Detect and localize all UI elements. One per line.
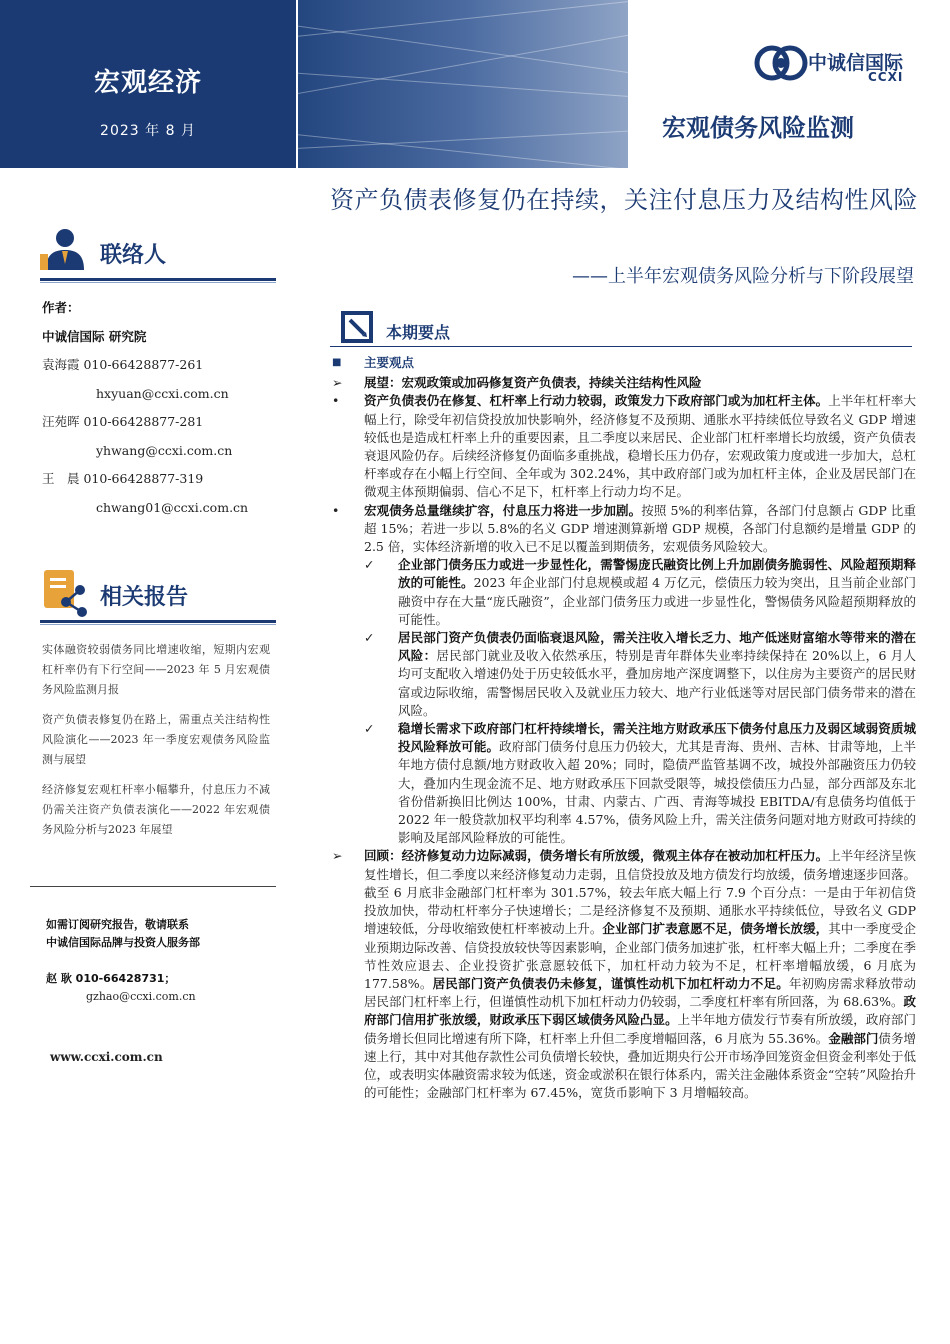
subscribe-line1: 如需订阅研究报告，敬请联系 — [46, 918, 189, 931]
key-points-label: 本期要点 — [386, 323, 451, 342]
check-bullet-icon: ✓ — [364, 630, 375, 646]
contact-email[interactable]: chwang01@ccxi.com.cn — [96, 499, 249, 515]
sidebar-divider — [30, 886, 276, 887]
website-link[interactable]: www.ccxi.com.cn — [50, 1050, 163, 1064]
subscribe-line2: 中诚信国际品牌与投资人服务部 — [46, 936, 200, 949]
page-subtitle: ——上半年宏观债务风险分析与下阶段展望 — [572, 266, 914, 287]
page-title: 资产负债表修复仍在持续，关注付息压力及结构性风险 — [330, 186, 918, 214]
ccxi-logo-icon — [752, 40, 812, 86]
report-date: 2023 年 8 月 — [100, 123, 196, 139]
paragraph: • 资产负债表仍在修复、杠杆率上行动力较弱，政策发力下政府部门或为加杠杆主体。上半年杠杆率大幅上行，除受年初信贷投放加快影响外，经济修复不及预期、通胀水平持续低位导致名义 GDP 增速较低也是造成杠杆率上升的重要因素，且二季度以来居民、企业部门杠杆率增长均放缓，资产负债表衰退风险仍存。后续经济修复仍面临多重挑战，稳增长压力仍存，宏观政策力度或进一步加大，总杠杆率或存在小幅上行空间、全年或为 302.24%，其中政府部门或为加杠杆主体，企业及居民部门在微观主体预期偏弱、信心不足下，杠杆率上行动力均不足。 — [332, 393, 916, 500]
author-label: 作者： — [42, 300, 80, 315]
related-report-item[interactable]: 资产负债表修复仍在路上，需重点关注结构性风险演化——2023 年一季度宏观债务风险监测与展望 — [42, 713, 270, 766]
square-bullet-icon: ■ — [332, 357, 342, 368]
check-bullet-icon: ✓ — [364, 721, 375, 737]
key-points-rule — [330, 346, 912, 347]
arrow-bullet-icon: ➢ — [332, 848, 343, 864]
related-report-item[interactable]: 经济修复宏观杠杆率小幅攀升，付息压力不减仍需关注资产负债表演化——2022 年宏观债务风险分析与2023 年展望 — [42, 783, 270, 836]
contact-line: 王 晨 010-66428877-319 — [42, 471, 204, 486]
header-band — [0, 0, 296, 168]
arrow-bullet-icon: ➢ — [332, 375, 343, 391]
paragraph: • 宏观债务总量继续扩容，付息压力将进一步加剧。按照 5%的利率估算，各部门付息额占 GDP 比重超 15%；若进一步以 5.8%的名义 GDP 增速测算新增 GDP 规模，各部门付息额约是增量 GDP 的 2.5 倍，实体经济新增的收入已不足以覆盖到期债务，宏观债务风险较大。 — [332, 502, 916, 555]
report-series: 宏观债务风险监测 — [662, 114, 854, 142]
contact-email[interactable]: yhwang@ccxi.com.cn — [96, 442, 233, 458]
key-points-body — [330, 354, 916, 1102]
contact-line: 袁海霞 010-66428877-261 — [42, 357, 204, 372]
check-bullet-icon: ✓ — [364, 557, 375, 573]
sub-paragraph: ✓ 企业部门债务压力或进一步显性化，需警惕庞氏融资比例上升加剧债务脆弱性、风险超预期释放的可能性。2023 年企业部门付息规模或超 4 万亿元，偿债压力较为突出，且当前企业部门融资中存在大量“庞氏融资”，企业部门债务压力或进一步显性化，警惕债务风险超预期释放的可能性。 — [364, 557, 916, 627]
header-decoration — [298, 0, 628, 168]
logo-text-en: CCXI — [868, 70, 904, 84]
logo-text-cn: 中诚信国际 — [808, 52, 904, 74]
contact-line: 汪苑晖 010-66428877-281 — [42, 414, 204, 429]
section-heading: ■ 主要观点 — [330, 354, 916, 372]
related-report-item[interactable]: 实体融资较弱债务同比增速收缩，短期内宏观杠杆率仍有下行空间——2023 年 5 月宏观债务风险监测月报 — [42, 643, 270, 696]
related-heading: 相关报告 — [100, 585, 189, 610]
outlook-heading: ➢ 展望：宏观政策或加码修复资产负债表，持续关注结构性风险 — [330, 374, 916, 392]
contact-person-icon — [40, 224, 90, 274]
dot-bullet-icon: • — [332, 502, 340, 518]
author-org: 中诚信国际 研究院 — [42, 328, 147, 344]
report-category: 宏观经济 — [93, 68, 202, 98]
contact-email[interactable]: hxyuan@ccxi.com.cn — [96, 385, 229, 401]
review-paragraph: ➢ 回顾：经济修复动力边际减弱，债务增长有所放缓，微观主体存在被动加杠杆压力。上半年经济呈恢复性增长，但二季度以来经济修复动力走弱，且信贷投放及地方债发行均放缓，债务增速逐步回落。截至 6 月底非金融部门杠杆率为 301.57%，较去年底大幅上行 7.9 个百分点：一是由于年初信贷投放加快，带动杠杆率分子快速增长；二是经济修复不及预期、通胀水平持续低位，导致名义 GDP 增速较低，分母收缩致使杠杆率被动上升。企业部门扩表意愿不足，债务增长放缓，其中一季度受企业预期边际改善、信贷投放较快等因素影响，企业部门债务加速扩张，杠杆率大幅上升；二季度在季节性效应退去、企业投资扩张意愿较低下，加杠杆动力较为不足，杠杆率增幅放缓，6 月底为 177.58%。居民部门资产负债表仍未修复，谨慎性动机下加杠杆动力不足。年初购房需求释放带动居民部门杠杆率上行，但谨慎性动机下加杠杆动力仍较弱，二季度杠杆率有所回落，为 68.63%。政府部门信用扩张放缓，财政承压下弱区域债务风险凸显。上半年地方债发行节奏有所放缓，政府部门债务增长但同比增速有所下降，杠杆率上升但二季度增幅回落，6 月底为 55.36%。金融部门债务增速上行，其中对其他存款性公司负债增长较快，叠加近期央行公开市场净回笼资金但资金利率处于低位，或表明实体融资需求较为低迷，资金或淤积在银行体系内，需关注金融体系资金“空转”风险抬升的可能性；金融部门杠杆率为 67.45%，宽货币影响下 3 月增幅较高。 — [332, 848, 916, 1101]
sub-paragraph: ✓ 稳增长需求下政府部门杠杆持续增长，需关注地方财政承压下债务付息压力及弱区域弱资质城投风险释放可能。政府部门债务付息压力仍较大，尤其是青海、贵州、吉林、甘肃等地，上半年地方债付息额/地方财政收入超 20%；同时，隐债严监管基调不改，城投外部融资压力仍较大，叠加内生现金流不足、地方财政承压下回款受限等，城投偿债压力凸显，部分西部及东北省份借新换旧比例达 100%，甘肃、内蒙古、广西、青海等城投 EBITDA/有息债务均值低于 2022 年一般贷款加权平均利率 4.57%，债务风险上升，需关注债务问题对地方财政可持续的影响及尾部风险释放的可能性。 — [364, 721, 916, 846]
pen-note-icon — [340, 310, 374, 344]
subscribe-block — [46, 916, 200, 1006]
subscribe-email[interactable]: gzhao@ccxi.com.cn — [86, 990, 196, 1003]
contact-block — [42, 294, 248, 522]
share-report-icon — [42, 568, 90, 618]
dot-bullet-icon: • — [332, 393, 340, 409]
subscribe-contact: 赵 耿 010-66428731； — [46, 972, 176, 985]
sub-paragraph: ✓ 居民部门资产负债表仍面临衰退风险，需关注收入增长乏力、地产低迷财富缩水等带来的潜在风险：居民部门就业及收入依然承压，特别是青年群体失业率持续保持在 20%以上，6 月人均可支配收入增速仍处于历史较低水平，叠加房地产深度调整下，以住房为主要资产的居民财富或边际收缩，需警惕居民收入及就业压力较大、地产行业低迷等对居民部门债务带来的潜在风险。 — [364, 630, 916, 718]
contact-heading: 联络人 — [100, 243, 167, 268]
related-report-list — [42, 640, 270, 850]
